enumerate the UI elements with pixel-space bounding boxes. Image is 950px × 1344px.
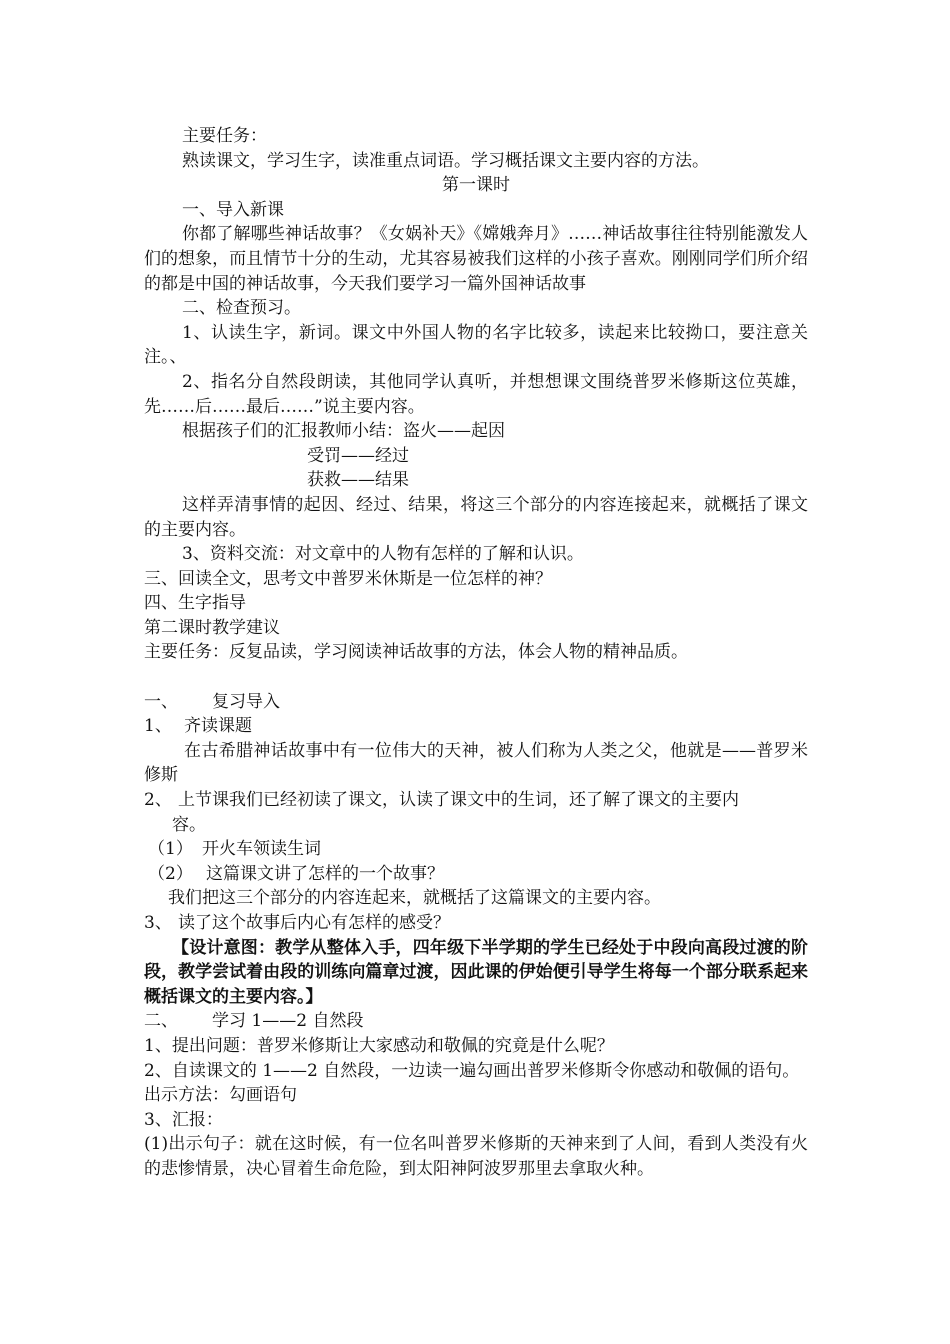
study-quote: (1)出示句子：就在这时候，有一位名叫普罗米修斯的天神来到了人间，看到人类没有火的悲惨情景，决心冒着生命危险，到太阳神阿波罗那里去拿取火种。 — [144, 1134, 808, 1179]
summary-cause: 根据孩子们的汇报教师小结：盗火——起因 — [182, 421, 505, 442]
review-item-2-continued: 容。 — [172, 814, 206, 835]
lesson-one-title: 第一课时 — [442, 175, 510, 196]
summary-paragraph: 这样弄清事情的起因、经过、结果，将这三个部分的内容连接起来，就概括了课文的主要内容。 — [144, 494, 808, 540]
preview-item-3: 3、资料交流：对文章中的人物有怎样的了解和认识。 — [182, 544, 584, 565]
section-preview-heading: 二、检查预习。 — [182, 298, 301, 319]
review-subitem-1-number: （1） — [148, 839, 193, 860]
review-item-2-number: 2、 — [144, 790, 172, 811]
review-item-3-text: 读了这个故事后内心有怎样的感受？ — [178, 913, 450, 933]
review-subitem-1-text: 开火车领读生词 — [202, 839, 321, 860]
summary-process: 受罚——经过 — [307, 445, 409, 466]
preview-item-1: 1、认读生字，新词。课文中外国人物的名字比较多，读起来比较拗口，要注意关注。、 — [144, 322, 808, 368]
review-item-3-number: 3、 — [144, 913, 172, 933]
review-subitem-1 — [144, 837, 808, 862]
main-task-text: 熟读课文，学习生字，读准重点词语。学习概括课文主要内容的方法。 — [182, 150, 709, 171]
section-intro-heading: 一、导入新课 — [182, 199, 284, 220]
study-item-1: 1、提出问题：普罗米修斯让大家感动和敬佩的究竟是什么呢？ — [144, 1035, 614, 1056]
study-item-2: 2、自读课文的 1——2 自然段，一边读一遍勾画出普罗米修斯令你感动和敬佩的语句。 — [144, 1060, 800, 1081]
review-item-1 — [144, 714, 808, 739]
review-heading-text: 复习导入 — [212, 691, 280, 712]
study-heading-number: 二、 — [144, 1011, 178, 1032]
review-item-1-number: 1、 — [144, 716, 172, 737]
study-item-3: 3、汇报： — [144, 1109, 223, 1130]
review-heading — [144, 690, 808, 715]
review-paragraph: 在古希腊神话故事中有一位伟大的天神，被人们称为人类之父，他就是——普罗米修斯 — [144, 740, 808, 786]
review-summary: 我们把这三个部分的内容连起来，就概括了这篇课文的主要内容。 — [168, 888, 661, 909]
study-heading-text: 学习 1——2 自然段 — [212, 1011, 364, 1032]
review-heading-number: 一、 — [144, 691, 178, 712]
review-item-2-text: 上节课我们已经初读了课文，认读了课文中的生词，还了解了课文的主要内 — [178, 790, 739, 811]
study-method: 出示方法：勾画语句 — [144, 1085, 297, 1106]
document-body — [144, 124, 808, 1182]
review-subitem-2 — [144, 862, 808, 887]
main-task-heading: 主要任务： — [182, 126, 267, 146]
review-subitem-2-number: （2） — [148, 863, 193, 884]
blank-line — [144, 665, 808, 690]
lesson-two-title: 第二课时教学建议 — [144, 617, 280, 638]
review-item-1-text: 齐读课题 — [184, 716, 252, 737]
intro-paragraph: 你都了解哪些神话故事？《女娲补天》《嫦娥奔月》……神话故事往往特别能激发人们的想象，而且情节十分的生动，尤其容易被我们这样的小孩子喜欢。刚刚同学们所介绍的都是中国的神话故事，今天我们要学习一篇外国神话故事 — [144, 224, 808, 294]
section-characters-heading: 四、生字指导 — [144, 593, 246, 614]
preview-item-2: 2、指名分自然段朗读，其他同学认真听，并想想课文围绕普罗米修斯这位英雄，先……后……最后……”说主要内容。 — [144, 371, 808, 417]
review-item-3 — [144, 911, 808, 936]
study-heading — [144, 1009, 808, 1034]
section-reread-heading: 三、回读全文，思考文中普罗米休斯是一位怎样的神？ — [144, 568, 552, 589]
summary-result: 获救——结果 — [307, 470, 409, 491]
design-intent-note: 【设计意图：教学从整体入手，四年级下半学期的学生已经处于中段向高段过渡的阶段，教学尝试着由段的训练向篇章过渡，因此课的伊始便引导学生将每一个部分联系起来概括课文的主要内容。】 — [144, 937, 808, 1007]
review-subitem-2-text: 这篇课文讲了怎样的一个故事？ — [206, 863, 444, 884]
review-item-2 — [144, 788, 808, 837]
lesson-two-task: 主要任务：反复品读，学习阅读神话故事的方法，体会人物的精神品质。 — [144, 642, 688, 663]
